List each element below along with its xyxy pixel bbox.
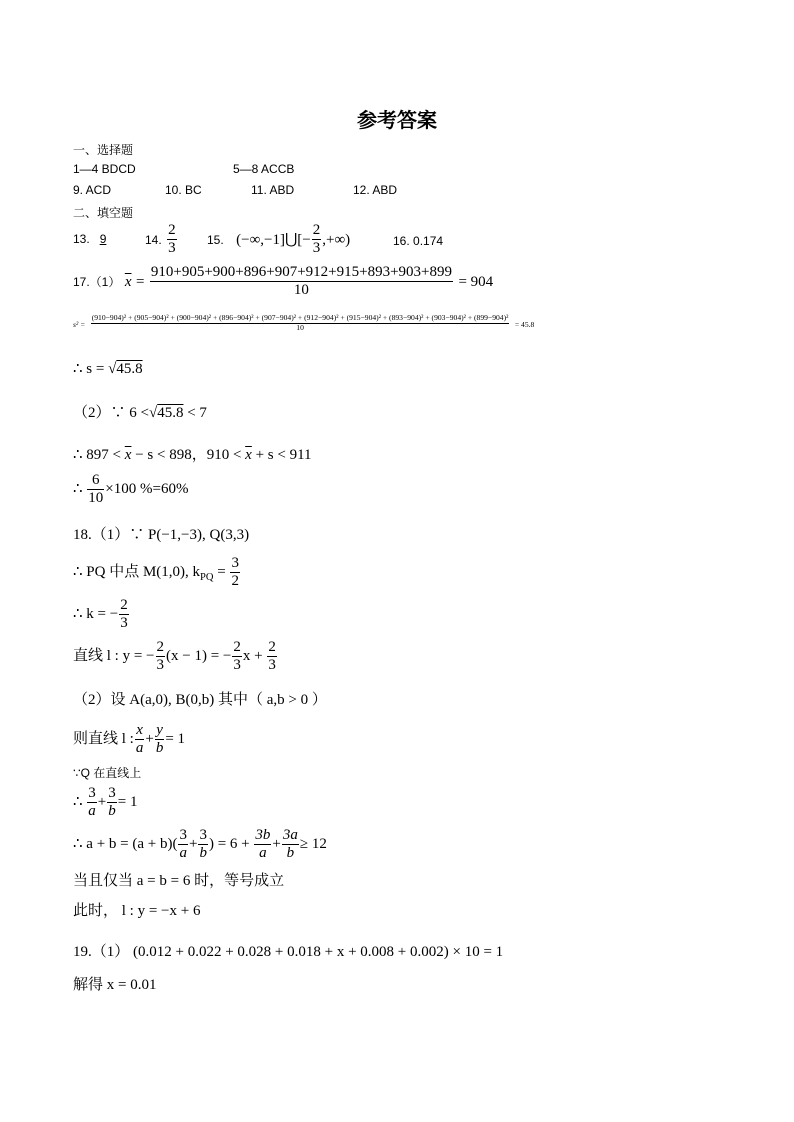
answer-13 [73, 232, 112, 246]
line-eq-a: 直线 l : y = − [73, 648, 155, 665]
variance-lhs: s² = [73, 320, 86, 330]
mean-result: = 904 [458, 273, 494, 290]
k-prefix: ∴ k = − [73, 606, 119, 623]
answer-9: 9. ACD [73, 183, 112, 197]
answer-12: 12. ABD [353, 183, 398, 197]
q17-range [73, 443, 312, 464]
slope-eq: = [213, 564, 226, 581]
q19-line2: 解得 x = 0.01 [73, 977, 157, 993]
q17-variance [73, 314, 534, 332]
answer-15-fraction [312, 222, 322, 258]
fraction-denominator: b [199, 845, 207, 862]
equals-sign: = [135, 273, 145, 290]
fraction-numerator: 3 [178, 827, 188, 845]
answer-5-8: 5—8 ACCB [233, 162, 295, 176]
fraction-numerator: 3a [282, 827, 299, 845]
part2-tail: < 7 [187, 405, 207, 421]
sqrt-icon: √ [148, 405, 158, 421]
q18-line11: 此时， l : y = −x + 6 [73, 903, 201, 919]
line-fraction-2 [232, 639, 242, 675]
xbar: $\overline{x}$ [124, 447, 132, 463]
plus-sign: + [97, 794, 107, 811]
inequality-fraction-2 [198, 827, 208, 863]
q18-line2 [73, 555, 241, 591]
q17-std [73, 359, 143, 378]
q18-line7: ∵Q 在直线上 [73, 766, 142, 780]
q18-line4 [73, 639, 278, 675]
fraction-denominator: a [179, 845, 187, 862]
fraction-denominator: b [286, 845, 295, 862]
therefore-icon: ∴ [73, 794, 83, 811]
fraction-denominator: 3 [268, 657, 276, 674]
q17-mean [73, 264, 493, 300]
intercept-fraction-2 [155, 722, 165, 758]
fraction-denominator: 10 [88, 490, 104, 507]
fraction-numerator: 3 [230, 555, 240, 573]
answer-10: 10. BC [165, 183, 202, 197]
fraction-denominator: b [155, 740, 164, 757]
fraction-numerator: 2 [312, 222, 322, 240]
q18-line9 [73, 827, 327, 863]
fraction-denominator: 3 [233, 657, 241, 674]
q18-line10: 当且仅当 a = b = 6 时，等号成立 [73, 873, 285, 889]
range-a: ∴ 897 < [73, 447, 122, 463]
variance-fraction [91, 314, 510, 332]
k-fraction [119, 597, 129, 633]
answer-14-label: 14. [145, 232, 162, 247]
range-e: + s < 911 [255, 447, 312, 463]
q17-label: 17.（1） [73, 274, 121, 289]
fraction-numerator: 3 [198, 827, 208, 845]
answer-14-fraction [167, 222, 177, 258]
fraction-denominator: 3 [312, 240, 321, 257]
answer-15-interval-a: (−∞,−1]⋃[− [236, 231, 311, 248]
fraction-numerator: 3 [87, 785, 97, 803]
inequality-fraction-1 [178, 827, 188, 863]
fraction-numerator: x [135, 722, 145, 740]
sqrt-icon: √ [108, 361, 117, 377]
answer-16: 16. 0.174 [393, 234, 444, 248]
slope-fraction [230, 555, 240, 591]
q17-part2 [73, 401, 207, 422]
mean-denominator: 10 [293, 282, 309, 299]
answer-15-interval-b: ,+∞) [322, 231, 351, 248]
answer-1-4: 1—4 BDCD [73, 162, 136, 176]
q18-line1: 18.（1）∵ P(−1,−3), Q(3,3) [73, 527, 250, 543]
q18-line3 [73, 597, 130, 633]
substitution-fraction-1 [87, 785, 97, 821]
fraction-denominator: 3 [168, 240, 176, 257]
fraction-numerator: 3 [107, 785, 117, 803]
answer-15-label: 15. [207, 232, 224, 247]
answer-13-value: 9 [99, 232, 107, 246]
substitution-fraction-2 [107, 785, 117, 821]
fraction-denominator: 3 [120, 615, 128, 632]
page-title: 参考答案 [357, 108, 437, 132]
line-fraction-3 [267, 639, 277, 675]
line-eq-b: (x − 1) = − [166, 648, 232, 665]
percent-tail: ×100 %=60% [105, 481, 189, 498]
fraction-denominator: a [88, 803, 96, 820]
answer-15 [207, 222, 350, 258]
q18-line5: （2）设 A(a,0), B(0,b) 其中（ a,b > 0 ） [73, 692, 327, 708]
fraction-denominator: 2 [231, 573, 239, 590]
variance-numerator: (910−904)² + (905−904)² + (900−904)² + (896−904)² + (907−904)² + (912−904)² + (915−904)² + (893−904)² + (903−904)² + (899−904)² [91, 313, 509, 322]
answer-11: 11. ABD [251, 183, 295, 197]
range-c: − s < 898，910 < [135, 447, 242, 463]
fraction-numerator: y [155, 722, 165, 740]
percent-fraction [87, 472, 104, 508]
fraction-denominator: 3 [156, 657, 165, 674]
fraction-denominator: b [108, 803, 116, 820]
answer-13-label: 13. [73, 232, 90, 246]
fraction-denominator: a [259, 845, 267, 862]
fraction-numerator: 2 [267, 639, 277, 657]
intercept-rhs: = 1 [165, 731, 186, 748]
substitution-rhs: = 1 [117, 794, 138, 811]
fraction-numerator: 6 [87, 472, 104, 490]
plus-sign: + [188, 836, 198, 853]
section-heading-fill: 二、填空题 [73, 206, 134, 220]
std-prefix: ∴ s = [73, 361, 109, 377]
mean-fraction [150, 264, 453, 300]
answer-14 [145, 222, 178, 258]
q19-line1: 19.（1） (0.012 + 0.022 + 0.028 + 0.018 + x + 0.008 + 0.002) × 10 = 1 [73, 944, 504, 960]
variance-denominator: 10 [296, 322, 304, 332]
slope-subscript: PQ [200, 572, 214, 584]
q18-line8 [73, 785, 137, 821]
q18-line6 [73, 722, 185, 758]
inequality-fraction-3 [254, 827, 271, 863]
variance-result: = 45.8 [514, 320, 535, 330]
inequality-result: ≥ 12 [299, 836, 327, 853]
fraction-numerator: 2 [167, 222, 177, 240]
xbar: $\overline{x}$ [245, 447, 252, 463]
fraction-numerator: 3b [254, 827, 271, 845]
part2-radicand: 45.8 [157, 405, 184, 421]
plus-sign: + [145, 731, 154, 748]
line-fraction-1 [156, 639, 166, 675]
fraction-numerator: 2 [156, 639, 166, 657]
line-eq-c: x + [242, 648, 263, 665]
section-heading-choice: 一、选择题 [73, 143, 134, 157]
percent-prefix: ∴ [73, 481, 83, 498]
xbar: $\overline{x}$ [124, 273, 132, 290]
fraction-numerator: 2 [119, 597, 129, 615]
intercept-prefix: 则直线 l : [73, 731, 134, 748]
q17-percent [73, 472, 188, 508]
inequality-a: ∴ a + b = (a + b)( [73, 836, 178, 853]
mean-numerator: 910+905+900+896+907+912+915+893+903+899 [150, 264, 453, 282]
plus-sign: + [272, 836, 281, 853]
inequality-c: ) = 6 + [208, 836, 250, 853]
inequality-fraction-4 [282, 827, 299, 863]
intercept-fraction-1 [135, 722, 145, 758]
std-radicand: 45.8 [116, 361, 143, 377]
fraction-denominator: a [135, 740, 144, 757]
part2-prefix: （2）∵ 6 < [73, 405, 149, 421]
midpoint-text: ∴ PQ 中点 M(1,0), k [73, 564, 201, 581]
fraction-numerator: 2 [232, 639, 242, 657]
